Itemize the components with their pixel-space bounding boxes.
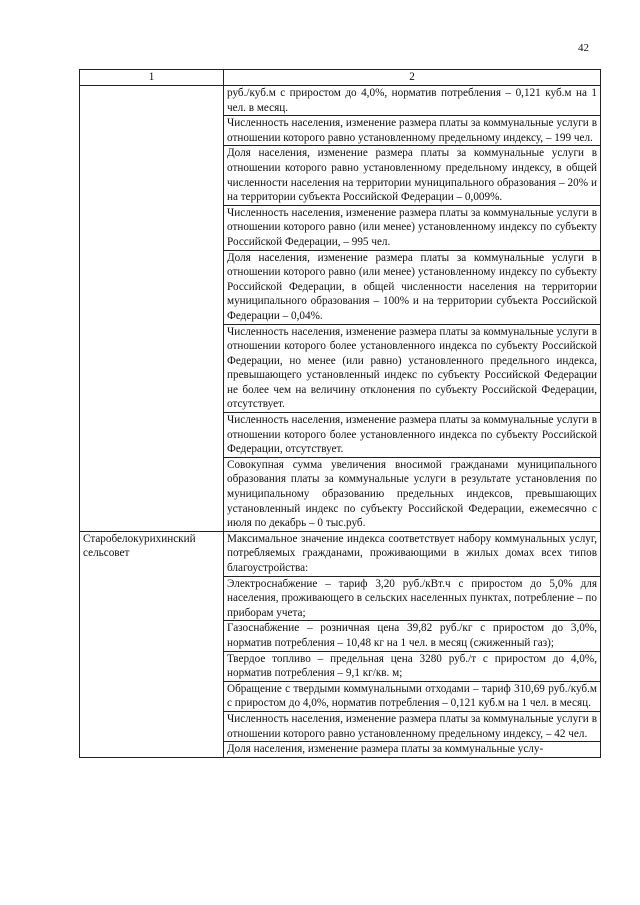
paragraph-text: Обращение с твердыми коммунальными отходами – тариф 310,69 руб./куб.м с приростом до 4,0%, норматив потребления – 0,121 куб.м на 1 чел. в месяц. bbox=[227, 682, 597, 710]
paragraph bbox=[224, 86, 600, 116]
paragraph bbox=[224, 413, 600, 458]
paragraph-text: Совокупная сумма увеличения вносимой гражданами муниципального образования платы за коммунальные услуги в результате установления по муниципальному образованию предельных индексов, превышающих установленный индекс по субъекту Российской Федерации, ежемесячно с июля по декабрь – 0 тыс.руб. bbox=[227, 458, 597, 530]
paragraph bbox=[224, 742, 600, 757]
paragraph bbox=[224, 116, 600, 146]
table-row bbox=[80, 531, 601, 757]
description-cell bbox=[224, 531, 601, 757]
paragraph bbox=[224, 146, 600, 205]
paragraph-text: Электроснабжение – тариф 3,20 руб./кВт.ч с приростом до 5,0% для населения, проживающего в сельских населенных пунктах, потребление – по приборам учета; bbox=[227, 577, 597, 619]
paragraph bbox=[224, 577, 600, 622]
description-cell bbox=[224, 86, 601, 532]
paragraph bbox=[224, 712, 600, 742]
paragraph bbox=[224, 652, 600, 682]
municipality-cell: Старобелокурихинский сельсовет bbox=[80, 531, 224, 757]
paragraph-text: Максимальное значение индекса соответствует набору коммунальных услуг, потребляемых гражданами, проживающими в жилых домах всех типов благоустройства: bbox=[227, 532, 597, 574]
table-header-row bbox=[80, 70, 601, 86]
table-row bbox=[80, 86, 601, 532]
paragraph-text: Численность населения, изменение размера платы за коммунальные услуги в отношении которого равно установленному предельному индексу, – 199 чел. bbox=[227, 117, 597, 144]
paragraph-text: Доля населения, изменение размера платы за коммунальные услуги в отношении которого равно (или менее) установленному индексу по субъекту Российской Федерации, в общей численности населения на территории муниципального образования – 100% и на территории субъекта Российской Федерации – 0,04%. bbox=[227, 251, 597, 322]
paragraph-text: Доля населения, изменение размера платы за коммунальные услуги в отношении которого равно установленному предельному индексу, в общей численности населения на территории муниципального образования – 20% и на территории субъекта Российской Федерации – 0,009%. bbox=[227, 147, 597, 204]
municipality-cell bbox=[80, 86, 224, 532]
page-number: 42 bbox=[578, 42, 589, 54]
column-header-2: 2 bbox=[224, 70, 601, 86]
paragraph-text: Численность населения, изменение размера платы за коммунальные услуги в отношении которого более установленного индекса по субъекту Российской Федерации, отсутствует. bbox=[227, 414, 597, 456]
column-header-1: 1 bbox=[80, 70, 224, 86]
document-table bbox=[79, 69, 601, 758]
paragraph bbox=[224, 325, 600, 414]
paragraph-text: Газоснабжение – розничная цена 39,82 руб./кг с приростом до 3,0%, норматив потребления – 10,48 кг на 1 чел. в месяц (сжиженный газ); bbox=[227, 622, 597, 649]
paragraph-text: руб./куб.м с приростом до 4,0%, норматив потребления – 0,121 куб.м на 1 чел. в месяц. bbox=[227, 87, 597, 114]
paragraph-text: Численность населения, изменение размера платы за коммунальные услуги в отношении которого равно установленному предельному индексу, – 42 чел. bbox=[227, 712, 597, 740]
paragraph-text: Твердое топливо – предельная цена 3280 руб./т с приростом до 4,0%, норматив потребления – 9,1 кг/кв. м; bbox=[227, 652, 597, 680]
paragraph bbox=[224, 621, 600, 651]
paragraph bbox=[224, 682, 600, 712]
paragraph-text: Численность населения, изменение размера платы за коммунальные услуги в отношении которого равно (или менее) установленному индексу по субъекту Российской Федерации, – 995 чел. bbox=[227, 206, 597, 248]
paragraph bbox=[224, 206, 600, 251]
paragraph-text: Доля населения, изменение размера платы за коммунальные услу- bbox=[227, 743, 544, 756]
paragraph bbox=[224, 251, 600, 325]
paragraph-text: Численность населения, изменение размера платы за коммунальные услуги в отношении которого более установленного индекса по субъекту Российской Федерации, но менее (или равно) установленного предельного индекса, превышающего установленный индекс по субъекту Российской Федерации не более чем на величину отклонения по субъекту Российской Федерации, отсутствует. bbox=[227, 325, 597, 411]
paragraph bbox=[224, 458, 600, 531]
paragraph bbox=[224, 532, 600, 577]
